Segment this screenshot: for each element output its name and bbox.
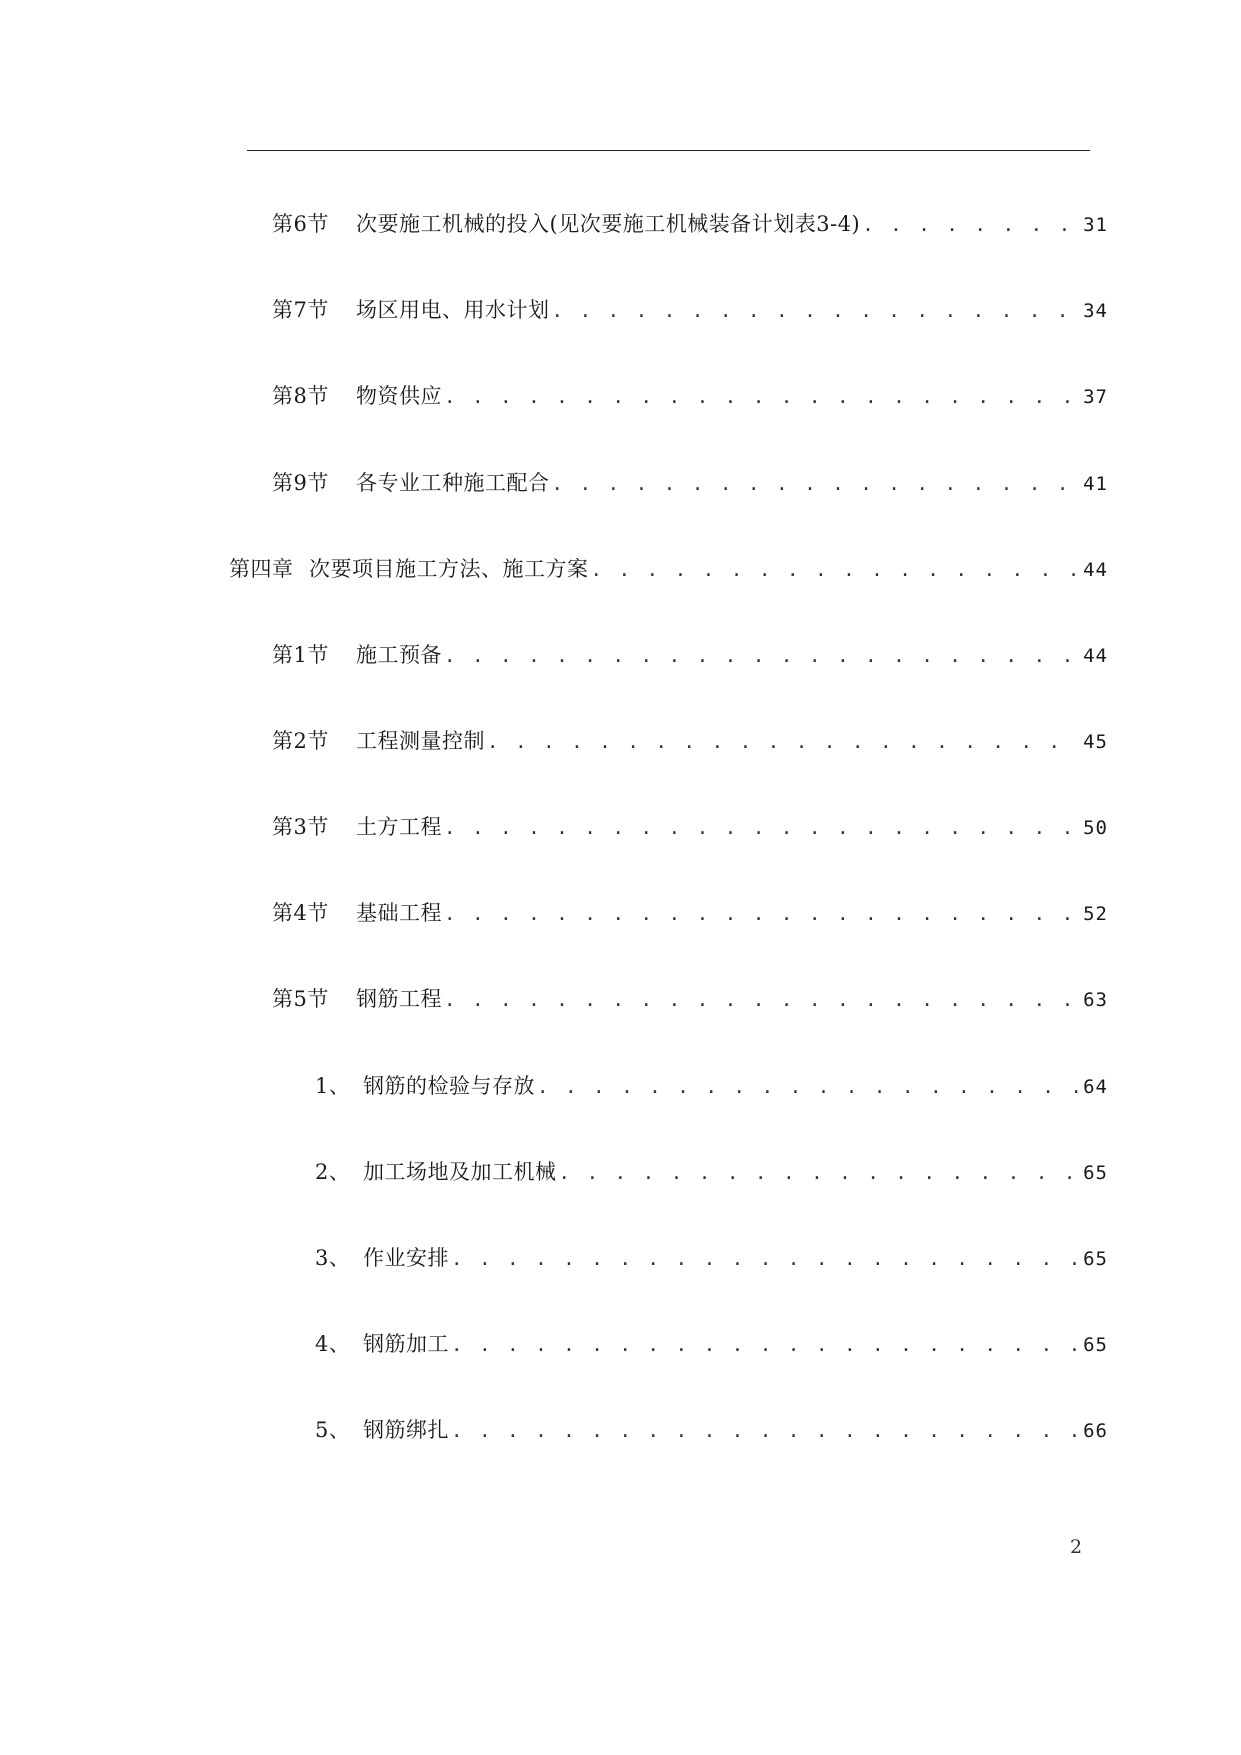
toc-entry-title: 次要施工机械的投入(见次要施工机械装备计划表3-4) — [356, 212, 861, 236]
page-number: 2 — [1070, 1536, 1083, 1558]
toc-entry-page: 37 — [1083, 386, 1108, 408]
toc-entry[interactable] — [272, 813, 1108, 841]
toc-leader-dots — [559, 1159, 1082, 1187]
toc-entry-title: 作业安排 — [363, 1246, 449, 1270]
toc-entry-number: 3、 — [315, 1246, 351, 1270]
toc-entry-title: 场区用电、用水计划 — [356, 298, 550, 322]
toc-entry[interactable] — [272, 727, 1108, 755]
toc-entry-title: 施工预备 — [356, 643, 442, 667]
toc-leader-dots — [444, 814, 1081, 842]
toc-entry-page: 44 — [1083, 645, 1108, 667]
toc-entry-page: 44 — [1083, 559, 1108, 581]
toc-leader-dots — [862, 211, 1081, 239]
toc-entry-title: 次要项目施工方法、施工方案 — [309, 557, 589, 581]
toc-entry[interactable] — [272, 296, 1108, 324]
toc-entry-number: 第四章 — [229, 557, 294, 581]
toc-entry-number: 5、 — [315, 1418, 351, 1442]
toc-entry[interactable] — [272, 985, 1108, 1013]
toc-entry-number: 第8节 — [272, 384, 329, 408]
toc-entry-page: 65 — [1083, 1248, 1108, 1270]
toc-entry[interactable] — [272, 382, 1108, 410]
toc-entry-title: 工程测量控制 — [356, 729, 485, 753]
toc-subentry[interactable] — [315, 1416, 1108, 1444]
toc-entry[interactable] — [272, 210, 1108, 238]
toc-entry-page: 41 — [1083, 473, 1108, 495]
toc-entry-page: 64 — [1083, 1076, 1108, 1098]
toc-entry-title: 基础工程 — [356, 901, 442, 925]
toc-leader-dots — [444, 900, 1081, 928]
toc-leader-dots — [552, 297, 1082, 325]
toc-entry[interactable] — [272, 641, 1108, 669]
toc-entry[interactable] — [272, 899, 1108, 927]
toc-leader-dots — [552, 470, 1082, 498]
toc-entry-page: 63 — [1083, 989, 1108, 1011]
toc-leader-dots — [444, 383, 1081, 411]
toc-subentry[interactable] — [315, 1330, 1108, 1358]
toc-leader-dots — [444, 642, 1081, 670]
toc-entry-number: 第1节 — [272, 643, 329, 667]
toc-chapter-entry[interactable] — [229, 555, 1108, 583]
toc-entry-number: 第9节 — [272, 471, 329, 495]
toc-entry-number: 第4节 — [272, 901, 329, 925]
toc-entry-title: 钢筋工程 — [356, 987, 442, 1011]
toc-entry-page: 34 — [1083, 300, 1108, 322]
toc-entry-page: 31 — [1083, 214, 1108, 236]
toc-entry-title: 加工场地及加工机械 — [363, 1160, 557, 1184]
toc-entry-page: 65 — [1083, 1162, 1108, 1184]
toc-leader-dots — [444, 986, 1081, 1014]
toc-entry[interactable] — [272, 469, 1108, 497]
toc-leader-dots — [487, 728, 1081, 756]
toc-entry-number: 第5节 — [272, 987, 329, 1011]
toc-entry-page: 65 — [1083, 1334, 1108, 1356]
toc-subentry[interactable] — [315, 1072, 1108, 1100]
toc-entry-number: 第6节 — [272, 212, 329, 236]
toc-entry-title: 钢筋绑扎 — [363, 1418, 449, 1442]
toc-entry-title: 土方工程 — [356, 815, 442, 839]
toc-entry-title: 各专业工种施工配合 — [356, 471, 550, 495]
toc-leader-dots — [451, 1245, 1081, 1273]
toc-entry-number: 1、 — [315, 1074, 351, 1098]
toc-entry-page: 66 — [1083, 1420, 1108, 1442]
toc-entry-number: 2、 — [315, 1160, 351, 1184]
toc-entry-title: 钢筋加工 — [363, 1332, 449, 1356]
toc-entry-number: 4、 — [315, 1332, 351, 1356]
toc-leader-dots — [451, 1331, 1081, 1359]
toc-entry-page: 45 — [1083, 731, 1108, 753]
toc-leader-dots — [451, 1417, 1081, 1445]
toc-subentry[interactable] — [315, 1244, 1108, 1272]
toc-entry-number: 第3节 — [272, 815, 329, 839]
toc-entry-title: 钢筋的检验与存放 — [363, 1074, 535, 1098]
toc-leader-dots — [537, 1073, 1081, 1101]
toc-entry-title: 物资供应 — [356, 384, 442, 408]
toc-entry-page: 52 — [1083, 903, 1108, 925]
toc-entry-page: 50 — [1083, 817, 1108, 839]
toc-entry-number: 第2节 — [272, 729, 329, 753]
toc-subentry[interactable] — [315, 1158, 1108, 1186]
toc-leader-dots — [591, 556, 1082, 584]
toc-entry-number: 第7节 — [272, 298, 329, 322]
